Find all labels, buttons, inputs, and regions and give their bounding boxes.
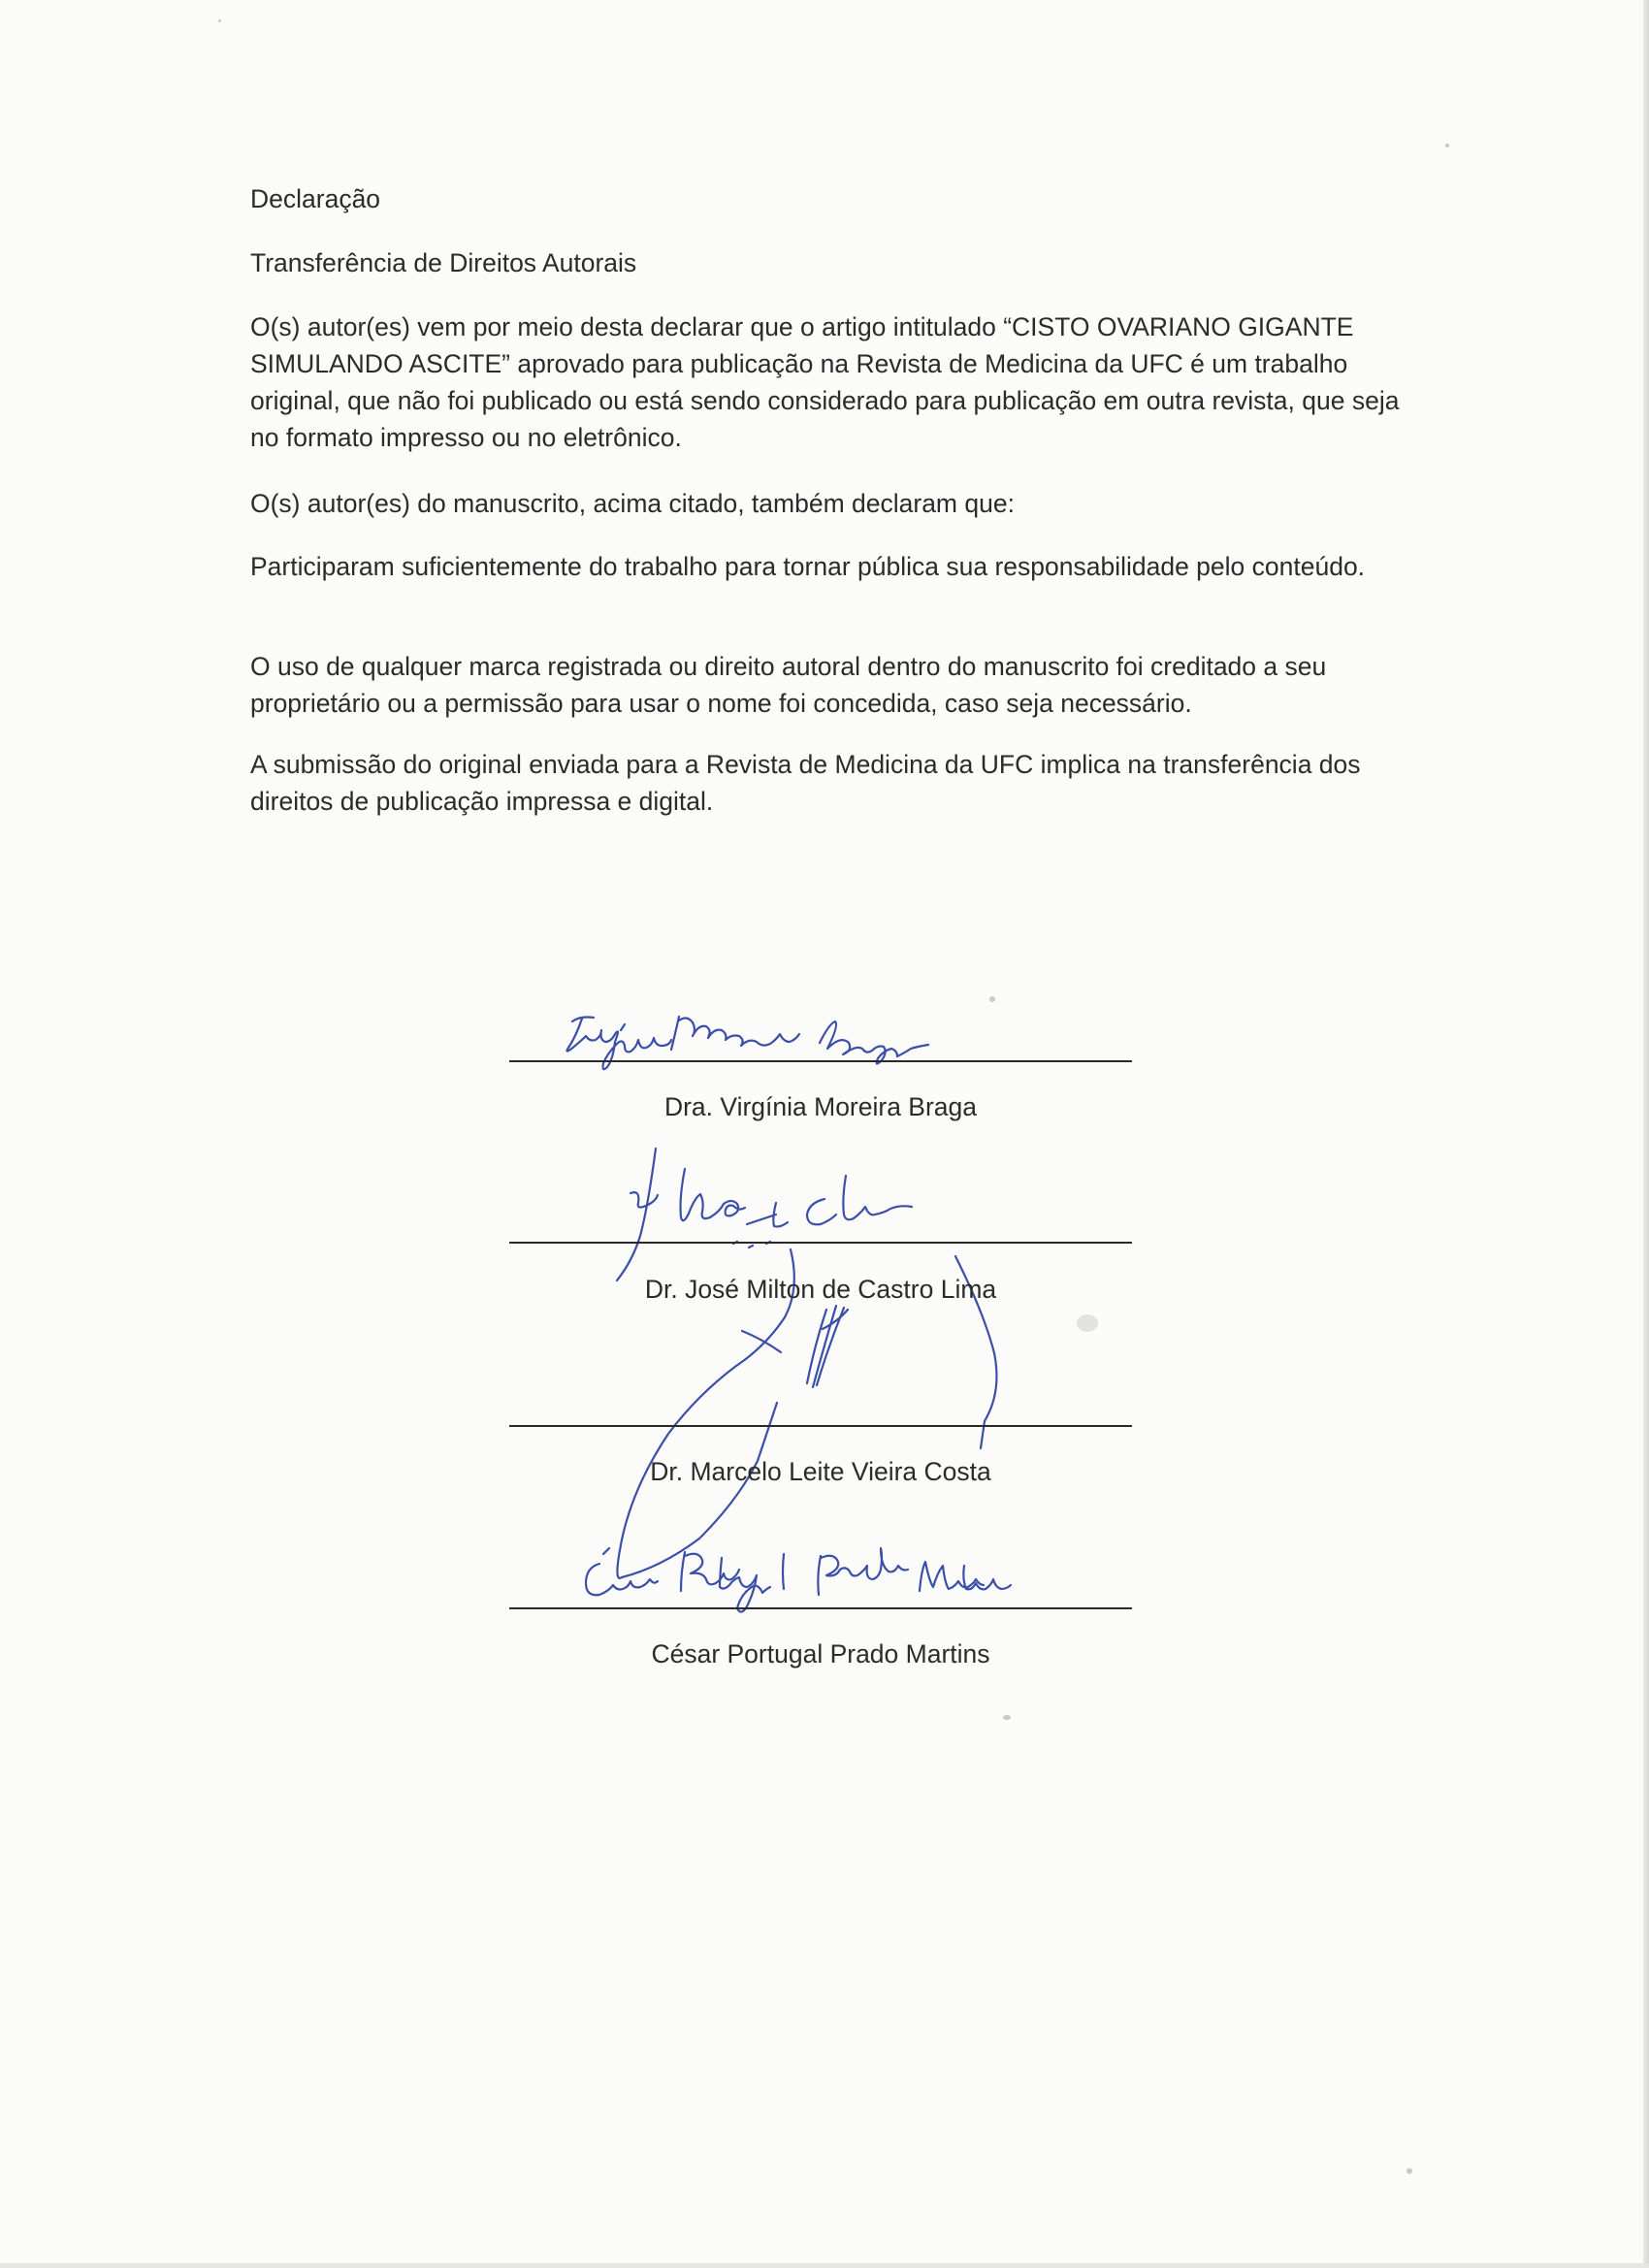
scan-speck bbox=[1406, 2168, 1412, 2174]
declaration-paragraph: Participaram suficientemente do trabalho para tornar pública sua responsabilidade pelo conteúdo. bbox=[250, 552, 1366, 581]
declaration-paragraph: A submissão do original enviada para a Revista de Medicina da UFC implica na transferência dos direitos de publicação impressa e digital. bbox=[250, 750, 1361, 816]
signatory-name: Dra. Virgínia Moreira Braga bbox=[663, 1092, 978, 1121]
document-heading: Declaração bbox=[250, 184, 381, 213]
signatory-name: César Portugal Prado Martins bbox=[651, 1639, 990, 1669]
scan-speck bbox=[1445, 144, 1449, 147]
declaration-paragraph: O(s) autor(es) do manuscrito, acima citado, também declaram que: bbox=[250, 489, 1015, 518]
signatory-name: Dr. José Milton de Castro Lima bbox=[644, 1275, 997, 1304]
signature-line bbox=[509, 1242, 1132, 1244]
signature-line bbox=[509, 1607, 1132, 1609]
document-subheading: Transferência de Direitos Autorais bbox=[250, 248, 637, 277]
signature-cesar-martins bbox=[586, 1548, 1011, 1612]
scan-edge bbox=[0, 2263, 1649, 2268]
scan-edge bbox=[1643, 0, 1649, 2268]
signature-line bbox=[509, 1425, 1132, 1427]
declaration-paragraph: O uso de qualquer marca registrada ou direito autoral dentro do manuscrito foi creditado a seu proprietário ou a permissão para usar o nome foi concedida, caso seja necessário. bbox=[250, 652, 1327, 718]
scan-speck bbox=[1077, 1314, 1098, 1332]
signature-jose-lima bbox=[617, 1149, 996, 1578]
signature-line bbox=[509, 1060, 1132, 1062]
declaration-paragraph: O(s) autor(es) vem por meio desta declarar que o artigo intitulado “CISTO OVARIANO GIGANTE SIMULANDO ASCITE” aprovado para publicação na Revista de Medicina da UFC é um trabalho original, que não foi publicado ou está sendo considerado para publicação em outra revista, que seja no formato impresso ou no eletrônico. bbox=[250, 312, 1400, 452]
scan-speck bbox=[218, 19, 221, 22]
signatory-name: Dr. Marcelo Leite Vieira Costa bbox=[650, 1457, 991, 1486]
scan-speck bbox=[1003, 1715, 1011, 1720]
scan-speck bbox=[989, 996, 995, 1002]
